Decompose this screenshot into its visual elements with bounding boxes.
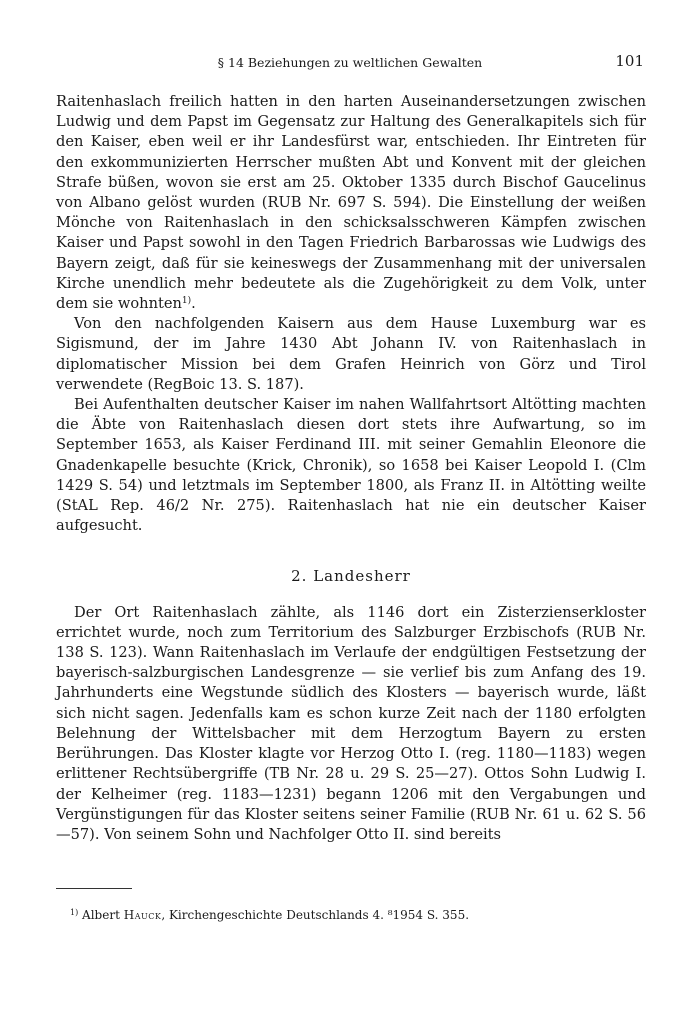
footnote-author: Hauck [123, 908, 162, 922]
running-head [56, 52, 644, 74]
running-title: § 14 Beziehungen zu weltlichen Gewalten [217, 55, 483, 70]
page-number: 101 [615, 52, 644, 70]
footnote-marker: 1) [70, 908, 79, 917]
footnote-divider [56, 888, 132, 889]
paragraph-2: Von den nachfolgenden Kaisern aus dem Hause Luxemburg war es Sigismund, der im Jahre 1430 Abt Johann IV. von Raitenhaslach in diplomatischer Mission bei dem Grafen Heinrich von Görz und Tirol verwendete (RegBoic 13. S. 187). [56, 315, 646, 393]
section-heading: 2. Landesherr [291, 567, 411, 586]
paragraph-3: Bei Aufenthalten deutscher Kaiser im nahen Wallfahrtsort Altötting machten die Äbte von Raitenhaslach diesen dort stets ihre Aufwartung, so im September 1653, als Kaiser Ferdinand III. mit seiner Gemahlin Eleonore die Gnadenkapelle besuchte (Krick, Chronik), so 1658 bei Kaiser Leopold I. (Clm 1429 S. 54) und letztmals im September 1800, als Franz II. in Altötting weilte (StAL Rep. 46/2 Nr. 275). Raitenhaslach hat nie ein deutscher Kaiser aufgesucht. [56, 396, 646, 535]
paragraph-1 [56, 92, 646, 314]
paragraph-1-text: Raitenhaslach freilich hatten in den harten Auseinandersetzungen zwischen Ludwig und dem Papst im Gegensatz zur Haltung des Generalkapitels sich für den Kaiser, eben weil er ihr Landesfürst war, entschieden. Ihr Eintreten für den exkommunizierten Herrscher mußten Abt und Konvent mit der gleichen Strafe büßen, wovon sie erst am 25. Oktober 1335 durch Bischof Gaucelinus von Albano gelöst wurden (RUB Nr. 697 S. 594). Die Einstellung der weißen Mönche von Raitenhaslach in den schicksalsschweren Kämpfen zwischen Kaiser und Papst sowohl in den Tagen Friedrich Barbarossas wie Ludwigs des Bayern zeigt, daß für sie keineswegs der Zusammenhang mit der universalen Kirche unendlich mehr bedeutete als die Zugehörigkeit zu dem Volk, unter dem sie wohnten [56, 93, 646, 313]
footnote [70, 908, 630, 922]
footnote-text-after: , Kirchengeschichte Deutschlands 4. ⁸1954 S. 355. [161, 908, 470, 922]
footnote-reference: 1) [181, 296, 192, 307]
paragraph-1-end: . [191, 295, 196, 313]
paragraph-4: Der Ort Raitenhaslach zählte, als 1146 dort ein Zisterzienserkloster errichtet wurde, noch zum Territorium des Salzburger Erzbischofs (RUB Nr. 138 S. 123). Wann Raitenhaslach im Verlaufe der endgültigen Festsetzung der bayerisch-salzburgischen Landesgrenze — sie verlief bis zum Anfang des 19. Jahrhunderts eine Wegstunde südlich des Klosters — bayerisch wurde, läßt sich nicht sagen. Jedenfalls kam es schon kurze Zeit nach der 1180 erfolgten Belehnung der Wittelsbacher mit dem Herzogtum Bayern zu ersten Berührungen. Das Kloster klagte vor Herzog Otto I. (reg. 1180—1183) wegen erlittener Rechtsübergriffe (TB Nr. 28 u. 29 S. 25—27). Ottos Sohn Ludwig I. der Kelheimer (reg. 1183—1231) begann 1206 mit den Vergabungen und Vergünstigungen für das Kloster seitens seiner Familie (RUB Nr. 61 u. 62 S. 56—57). Von seinem Sohn und Nachfolger Otto II. sind bereits [56, 603, 646, 843]
body-text [56, 92, 646, 845]
footnote-text-before: Albert [82, 908, 120, 922]
